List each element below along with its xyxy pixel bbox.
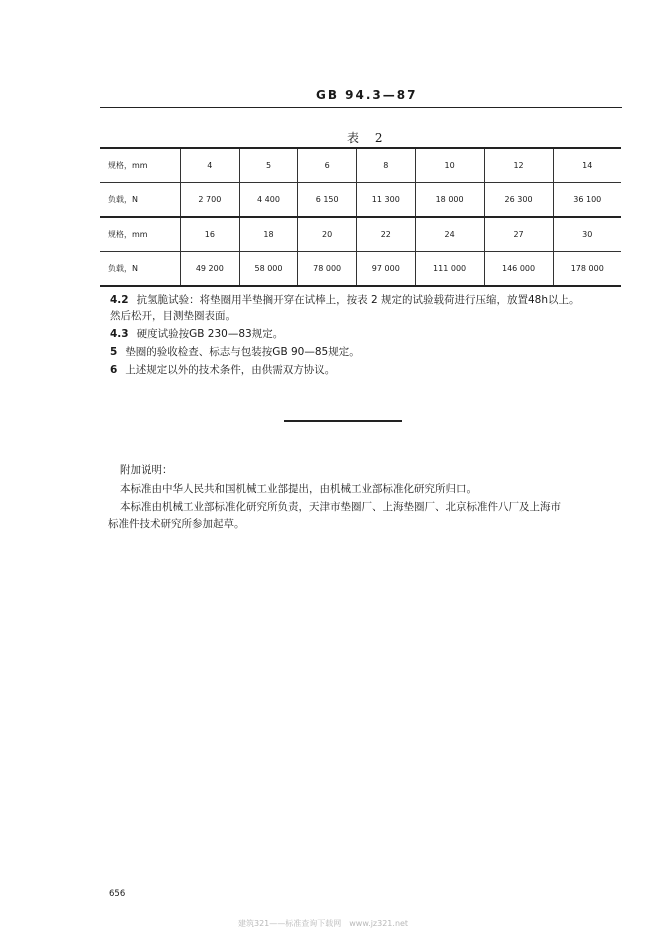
- table-cell: 49 200: [181, 252, 240, 287]
- row-label-load: 负载，N: [100, 183, 181, 218]
- table-cell: 11 300: [356, 183, 415, 218]
- notes-heading: 附加说明：: [120, 464, 173, 476]
- table-row-spec-1: [100, 148, 621, 183]
- clause-text: 上述规定以外的技术条件，由供需双方协议。: [125, 364, 336, 376]
- table-cell: 6 150: [298, 183, 357, 218]
- clause-4-3: [110, 327, 283, 342]
- clause-number: 4.2: [110, 294, 129, 306]
- standard-number: GB 94.3—87: [316, 88, 418, 102]
- table-cell: 36 100: [553, 183, 621, 218]
- table-cell: 6: [298, 148, 357, 183]
- page-number: 656: [109, 889, 126, 899]
- table-cell: 4: [181, 148, 240, 183]
- clause-4-2: [110, 293, 579, 308]
- clause-6: [110, 363, 335, 378]
- table-cell: 30: [553, 217, 621, 252]
- table-cell: 22: [356, 217, 415, 252]
- table-cell: 10: [415, 148, 484, 183]
- clause-text: 抗氢脆试验：将垫圈用半垫搁开穿在试棒上，按表 2 规定的试验载荷进行压缩，放置48h以上。: [136, 294, 580, 306]
- table-cell: 2 700: [181, 183, 240, 218]
- table-cell: 78 000: [298, 252, 357, 287]
- clause-number: 4.3: [110, 328, 129, 340]
- table-cell: 146 000: [484, 252, 553, 287]
- table-cell: 18: [239, 217, 298, 252]
- table-cell: 111 000: [415, 252, 484, 287]
- clause-number: 5: [110, 346, 118, 358]
- row-label-spec: 规格，mm: [100, 148, 181, 183]
- clause-text: 然后松开，目测垫圈表面。: [110, 310, 236, 322]
- table-cell: 12: [484, 148, 553, 183]
- table-cell: 178 000: [553, 252, 621, 287]
- table-cell: 27: [484, 217, 553, 252]
- row-label-spec: 规格，mm: [100, 217, 181, 252]
- table-cell: 20: [298, 217, 357, 252]
- clause-number: 6: [110, 364, 118, 376]
- clause-text: 硬度试验按GB 230—83规定。: [136, 328, 284, 340]
- table-cell: 8: [356, 148, 415, 183]
- table-cell: 4 400: [239, 183, 298, 218]
- table-title: 表 2: [347, 131, 389, 145]
- table-cell: 24: [415, 217, 484, 252]
- table-cell: 58 000: [239, 252, 298, 287]
- clause-text: 垫圈的验收检查、标志与包装按GB 90—85规定。: [125, 346, 360, 358]
- table-cell: 14: [553, 148, 621, 183]
- row-label-load: 负载，N: [100, 252, 181, 287]
- end-rule: [284, 420, 402, 422]
- clause-5: [110, 345, 360, 360]
- watermark: 建筑321——标准查询下载网 www.jz321.net: [238, 919, 409, 928]
- table-row-load-2: [100, 252, 621, 287]
- clause-4-2-cont: [110, 309, 236, 324]
- header-rule: [100, 107, 622, 108]
- notes-line: 标准件技术研究所参加起草。: [108, 518, 245, 530]
- notes-line: 本标准由中华人民共和国机械工业部提出，由机械工业部标准化研究所归口。: [120, 483, 477, 495]
- table-cell: 5: [239, 148, 298, 183]
- notes-line: 本标准由机械工业部标准化研究所负责，天津市垫圈厂、上海垫圈厂、北京标准件八厂及上海市: [120, 501, 561, 513]
- table-row-load-1: [100, 183, 621, 218]
- table-cell: 97 000: [356, 252, 415, 287]
- table-cell: 18 000: [415, 183, 484, 218]
- table-cell: 26 300: [484, 183, 553, 218]
- table-row-spec-2: [100, 217, 621, 252]
- table-cell: 16: [181, 217, 240, 252]
- spec-load-table: [100, 147, 621, 287]
